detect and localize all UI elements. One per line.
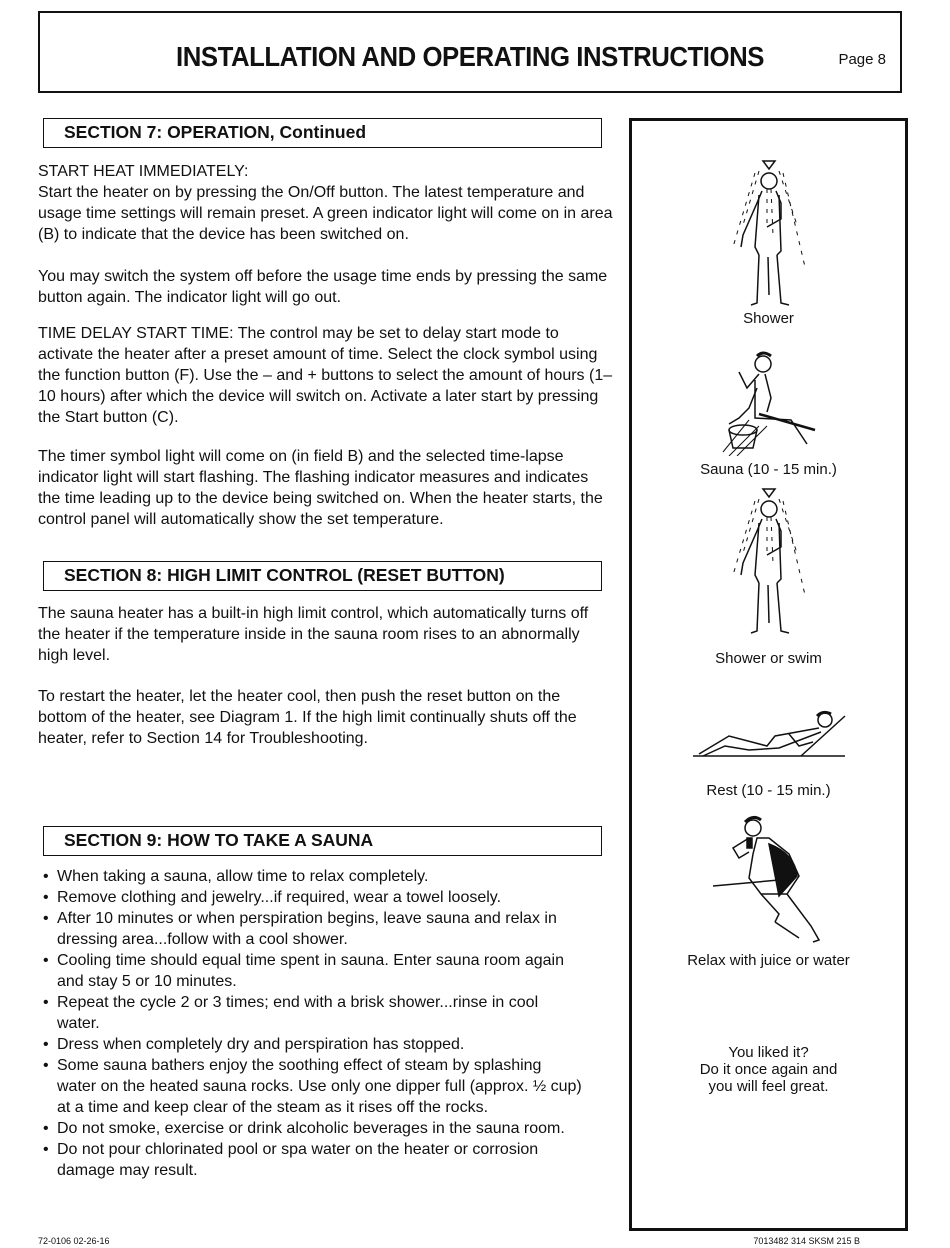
list-item: • After 10 minutes or when perspiration begins, leave sauna and relax in dressing area...follow with a cool shower. [42,908,582,950]
shower-swim-illustration [629,483,908,635]
header-box [38,11,902,93]
caption-shower: Shower [743,310,794,327]
relax-juice-illustration [629,814,908,944]
rest-illustration [629,706,908,762]
section-7-heading: SECTION 7: OPERATION, Continued [43,118,602,148]
start-heat-title: START HEAT IMMEDIATELY: [38,163,249,180]
sauna-steps-list [42,866,582,1181]
footer-model-code: 7013482 314 SKSM 215 B [753,1236,860,1246]
section-8-heading: SECTION 8: HIGH LIMIT CONTROL (RESET BUTTON) [43,561,602,591]
sauna-illustration [629,348,908,456]
caption-relax: Relax with juice or water [687,952,850,969]
closing-line-2: Do it once again and [699,1061,838,1078]
page-title: INSTALLATION AND OPERATING INSTRUCTIONS [176,41,764,72]
section-8-paragraph-1: The sauna heater has a built-in high limit control, which automatically turns off the heater if the temperature inside in the sauna room rises to an abnormally high level. [38,605,589,664]
section-7-paragraph-2: You may switch the system off before the usage time ends by pressing the same button again. The indicator light will go out. [38,268,608,306]
section-9-heading: SECTION 9: HOW TO TAKE A SAUNA [43,826,602,856]
section-7-paragraph-4: The timer symbol light will come on (in field B) and the selected time-lapse indicator light will start flashing. The flashing indicator measures and indicates the time leading up to the device being switched on. When the heater starts, the control panel will automatically show the set temperature. [38,448,603,528]
list-item: • Some sauna bathers enjoy the soothing effect of steam by splashing water on the heated sauna rocks. Use only one dipper full (approx. ½ cup) at a time and keep clear of the steam as it rises off the rocks. [42,1055,582,1118]
list-item: • Do not smoke, exercise or drink alcoholic beverages in the sauna room. [42,1118,582,1139]
closing-message [629,1044,908,1095]
list-item: • When taking a sauna, allow time to relax completely. [42,866,582,887]
list-item: • Dress when completely dry and perspiration has stopped. [42,1034,582,1055]
start-heat-text: Start the heater on by pressing the On/Off button. The latest temperature and usage time settings will remain preset. A green indicator light will come on in area (B) to indicate that the device has been switched on. [38,184,613,243]
list-item: • Remove clothing and jewelry...if required, wear a towel loosely. [42,887,582,908]
section-7-paragraph-1 [38,161,613,245]
closing-line-1: You liked it? [728,1044,809,1061]
list-item: • Repeat the cycle 2 or 3 times; end with a brisk shower...rinse in cool water. [42,992,582,1034]
caption-shower-or-swim: Shower or swim [715,650,822,667]
section-8-paragraph-2: To restart the heater, let the heater cool, then push the reset button on the bottom of the heater, see Diagram 1. If the high limit continually shuts off the heater, refer to Section 14 for Troubleshooting. [38,688,577,747]
section-7-paragraph-3: TIME DELAY START TIME: The control may be set to delay start mode to activate the heater after a preset amount of time. Select the clock symbol using the function button (F). Use the – and + buttons to select the amount of hours (1–10 hours) after which the device will switch on. Activate a later start by pressing the Start button (C). [38,325,613,426]
closing-line-3: you will feel great. [708,1078,829,1095]
list-item: • Cooling time should equal time spent in sauna. Enter sauna room again and stay 5 or 10 minutes. [42,950,582,992]
page-number: Page 8 [838,51,886,68]
caption-rest: Rest (10 - 15 min.) [706,782,831,799]
caption-sauna: Sauna (10 - 15 min.) [700,461,837,478]
footer-doc-code: 72-0106 02-26-16 [38,1236,110,1246]
shower-illustration [629,155,908,307]
list-item: • Do not pour chlorinated pool or spa water on the heater or corrosion damage may result. [42,1139,582,1181]
